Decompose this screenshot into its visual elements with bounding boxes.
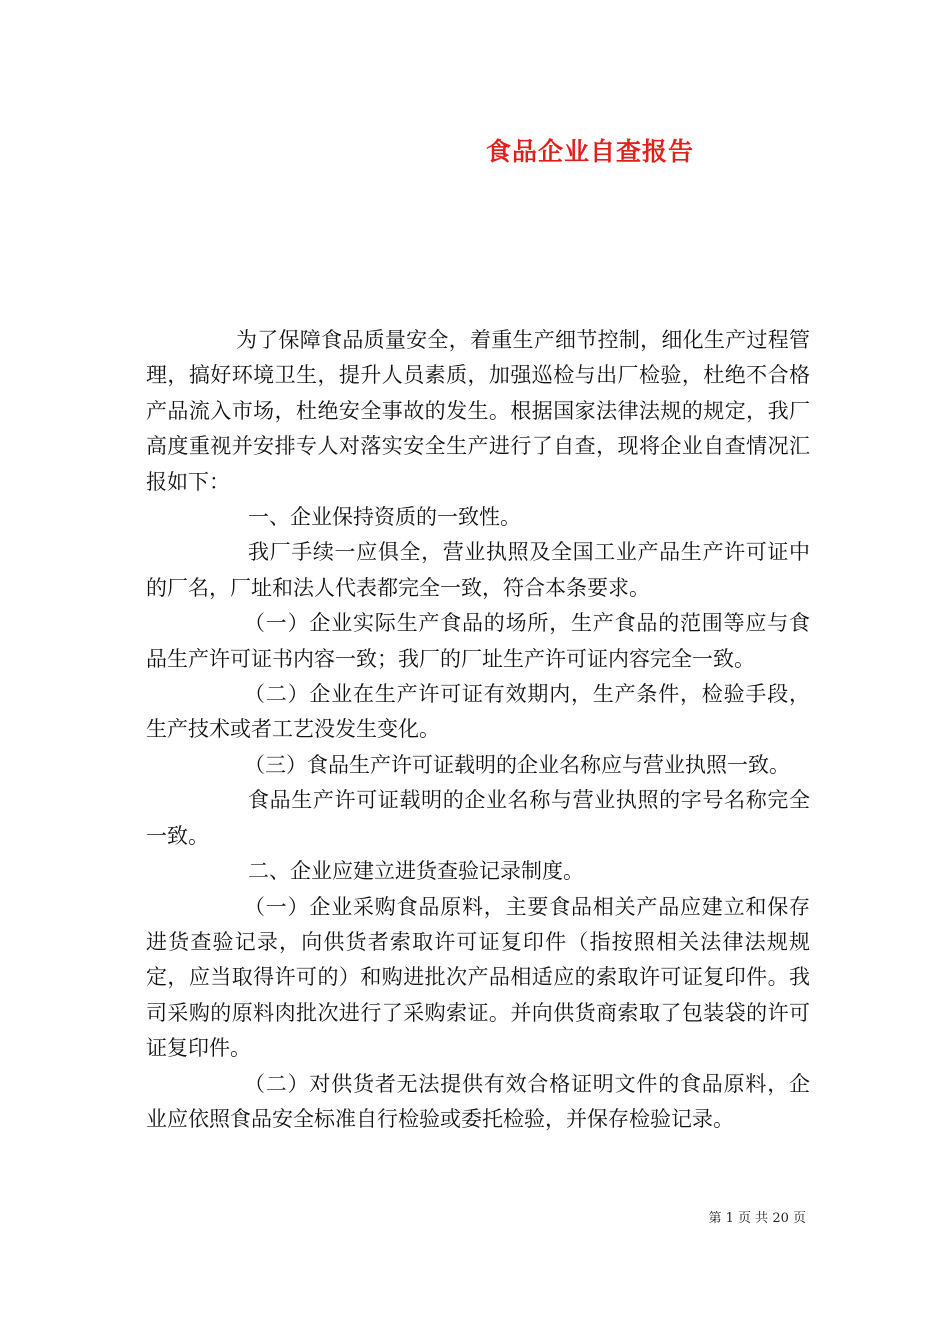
sub-item-paragraph: （一）企业实际生产食品的场所，生产食品的范围等应与食品生产许可证书内容一致；我厂的厂址生产许可证内容完全一致。 [146,611,810,671]
intro-paragraph: 为了保障食品质量安全，着重生产细节控制，细化生产过程管理，搞好环境卫生，提升人员素质，加强巡检与出厂检验，杜绝不合格产品流入市场，杜绝安全事故的发生。根据国家法律法规的规定，我厂高度重视并安排专人对落实安全生产进行了自查，现将企业自查情况汇报如下： [146,328,810,494]
section-heading-1: 一、企业保持资质的一致性。 [248,505,521,530]
page-number: 第 1 页 共 20 页 [708,1211,806,1226]
body-paragraph: 食品生产许可证载明的企业名称与营业执照的字号名称完全一致。 [146,788,810,848]
sub-item-paragraph: （二）对供货者无法提供有效合格证明文件的食品原料，企业应依照食品安全标准自行检验或委托检验，并保存检验记录。 [146,1071,810,1131]
body-paragraph: 我厂手续一应俱全，营业执照及全国工业产品生产许可证中的厂名，厂址和法人代表都完全一致，符合本条要求。 [146,540,810,600]
sub-item-paragraph: （一）企业采购食品原料，主要食品相关产品应建立和保存进货查验记录，向供货者索取许可证复印件（指按照相关法律法规规定，应当取得许可的）和购进批次产品相适应的索取许可证复印件。我司采购的原料肉批次进行了采购索证。并向供货商索取了包装袋的许可证复印件。 [146,894,810,1061]
document-body [146,323,810,1137]
document-title: 食品企业自查报告 [485,137,694,166]
sub-item-paragraph: （三）食品生产许可证载明的企业名称应与营业执照一致。 [244,752,790,777]
section-heading-2: 二、企业应建立进货查验记录制度。 [248,859,584,884]
sub-item-paragraph: （二）企业在生产许可证有效期内，生产条件，检验手段，生产技术或者工艺没发生变化。 [146,682,810,742]
